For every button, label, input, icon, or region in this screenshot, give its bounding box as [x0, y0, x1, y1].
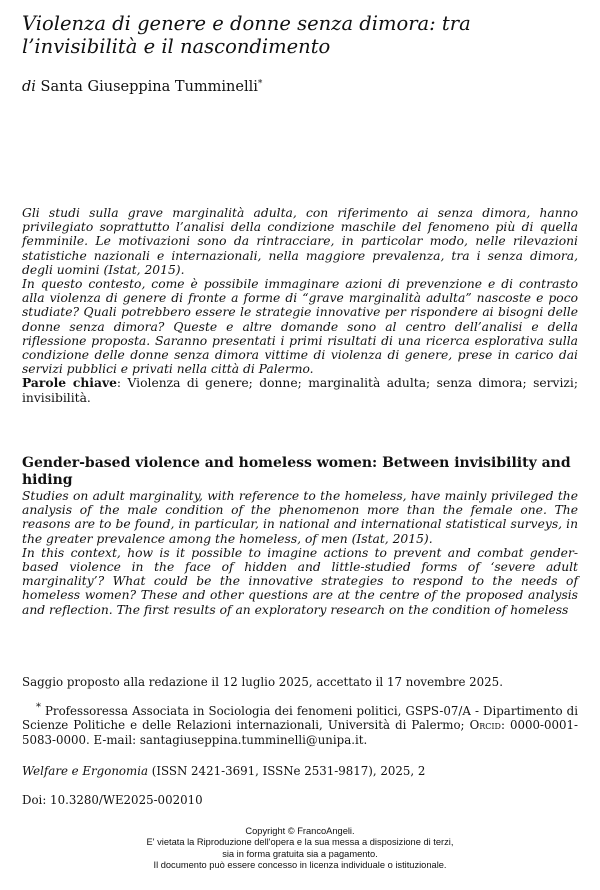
- abstract-en-paragraph-1: Studies on adult marginality, with reference to the homeless, have mainly privileged the analysis of the male condition of the phenomenon more than the female one. The reasons are to be found, in particular, in national and international statistical surveys, in the greater prevalence among the homeless, of men (Istat, 2015).: [22, 489, 578, 546]
- abstract-italian: [22, 206, 578, 405]
- journal-name: Welfare e Ergonomia: [22, 764, 149, 778]
- author-line: [22, 78, 262, 96]
- footnote-text-before: Professoressa Associata in Sociologia dei fenomeni politici, GSPS-07/A - Dipartimento di Scienze Politiche e delle Relazioni internazionali, Università di Palermo;: [22, 703, 578, 733]
- copyright-line-1: Copyright © FrancoAngeli.: [245, 826, 355, 836]
- journal-citation: [22, 764, 582, 779]
- author-prefix: di: [22, 79, 36, 95]
- author-footnote: [22, 701, 578, 747]
- keywords-label: Parole chiave: [22, 375, 117, 391]
- author-footnote-marker: *: [257, 79, 263, 89]
- copyright-notice: [0, 826, 600, 872]
- abstract-it-paragraph-2: In questo contesto, come è possibile immaginare azioni di prevenzione e di contrasto alla violenza di genere di fronte a forme di “grave marginalità adulta” nascoste e poco studiate? Quali potrebbero essere le strategie innovative per rispondere ai bisogni delle donne senza dimora? Queste e altre domande sono al centro dell’analisi e della riflessione proposta. Saranno presentati i primi risultati di una ricerca esplorativa sulla condizione delle donne senza dimora vittime di violenza di genere, prese in carico dai servizi pubblici e privati nella città di Palermo.: [22, 277, 578, 377]
- english-title: Gender-based violence and homeless women: Between invisibility and hiding: [22, 455, 571, 488]
- article-title: Violenza di genere e donne senza dimora: tra l’invisibilità e il nascondimento: [22, 12, 471, 58]
- orcid-label: Orcid: [469, 718, 501, 733]
- copyright-line-2: E' vietata la Riproduzione dell'opera e la sua messa a disposizione di terzi,: [146, 837, 454, 848]
- submission-note: Saggio proposto alla redazione il 12 luglio 2025, accettato il 17 novembre 2025.: [22, 675, 503, 689]
- footnote-marker: *: [36, 702, 41, 713]
- copyright-line-4: Il documento può essere concesso in licenza individuale o istituzionale.: [153, 860, 447, 871]
- keywords: [22, 376, 578, 404]
- journal-details: (ISSN 2421-3691, ISSNe 2531-9817), 2025, 2: [148, 764, 426, 778]
- doi: Doi: 10.3280/WE2025-002010: [22, 793, 203, 807]
- abstract-english: [22, 489, 578, 617]
- keywords-text: : Violenza di genere; donne; marginalità adulta; senza dimora; servizi; invisibilità.: [22, 376, 578, 405]
- footnote-text-after: : 0000-0001-5083-0000. E-mail: santagiuseppina.tumminelli@unipa.it.: [22, 718, 578, 747]
- author-name: Santa Giuseppina Tumminelli: [40, 79, 258, 95]
- copyright-line-3: sia in forma gratuita sia a pagamento.: [222, 848, 378, 859]
- abstract-en-paragraph-2: In this context, how is it possible to imagine actions to prevent and combat gender-based violence in the face of hidden and little-studied forms of ‘severe adult marginality’? What could be the innovative strategies to respond to the needs of homeless women? These and other questions are at the centre of the proposed analysis and reflection. The first results of an exploratory research on the condition of homeless: [22, 545, 578, 617]
- abstract-it-paragraph-1: Gli studi sulla grave marginalità adulta, con riferimento ai senza dimora, hanno privilegiato soprattutto l’analisi della condizione maschile del fenomeno più di quella femminile. Le motivazioni sono da rintracciare, in particolar modo, nelle rilevazioni statistiche nazionali e internazionali, nella maggiore prevalenza, tra i senza dimora, degli uomini (Istat, 2015).: [22, 206, 578, 277]
